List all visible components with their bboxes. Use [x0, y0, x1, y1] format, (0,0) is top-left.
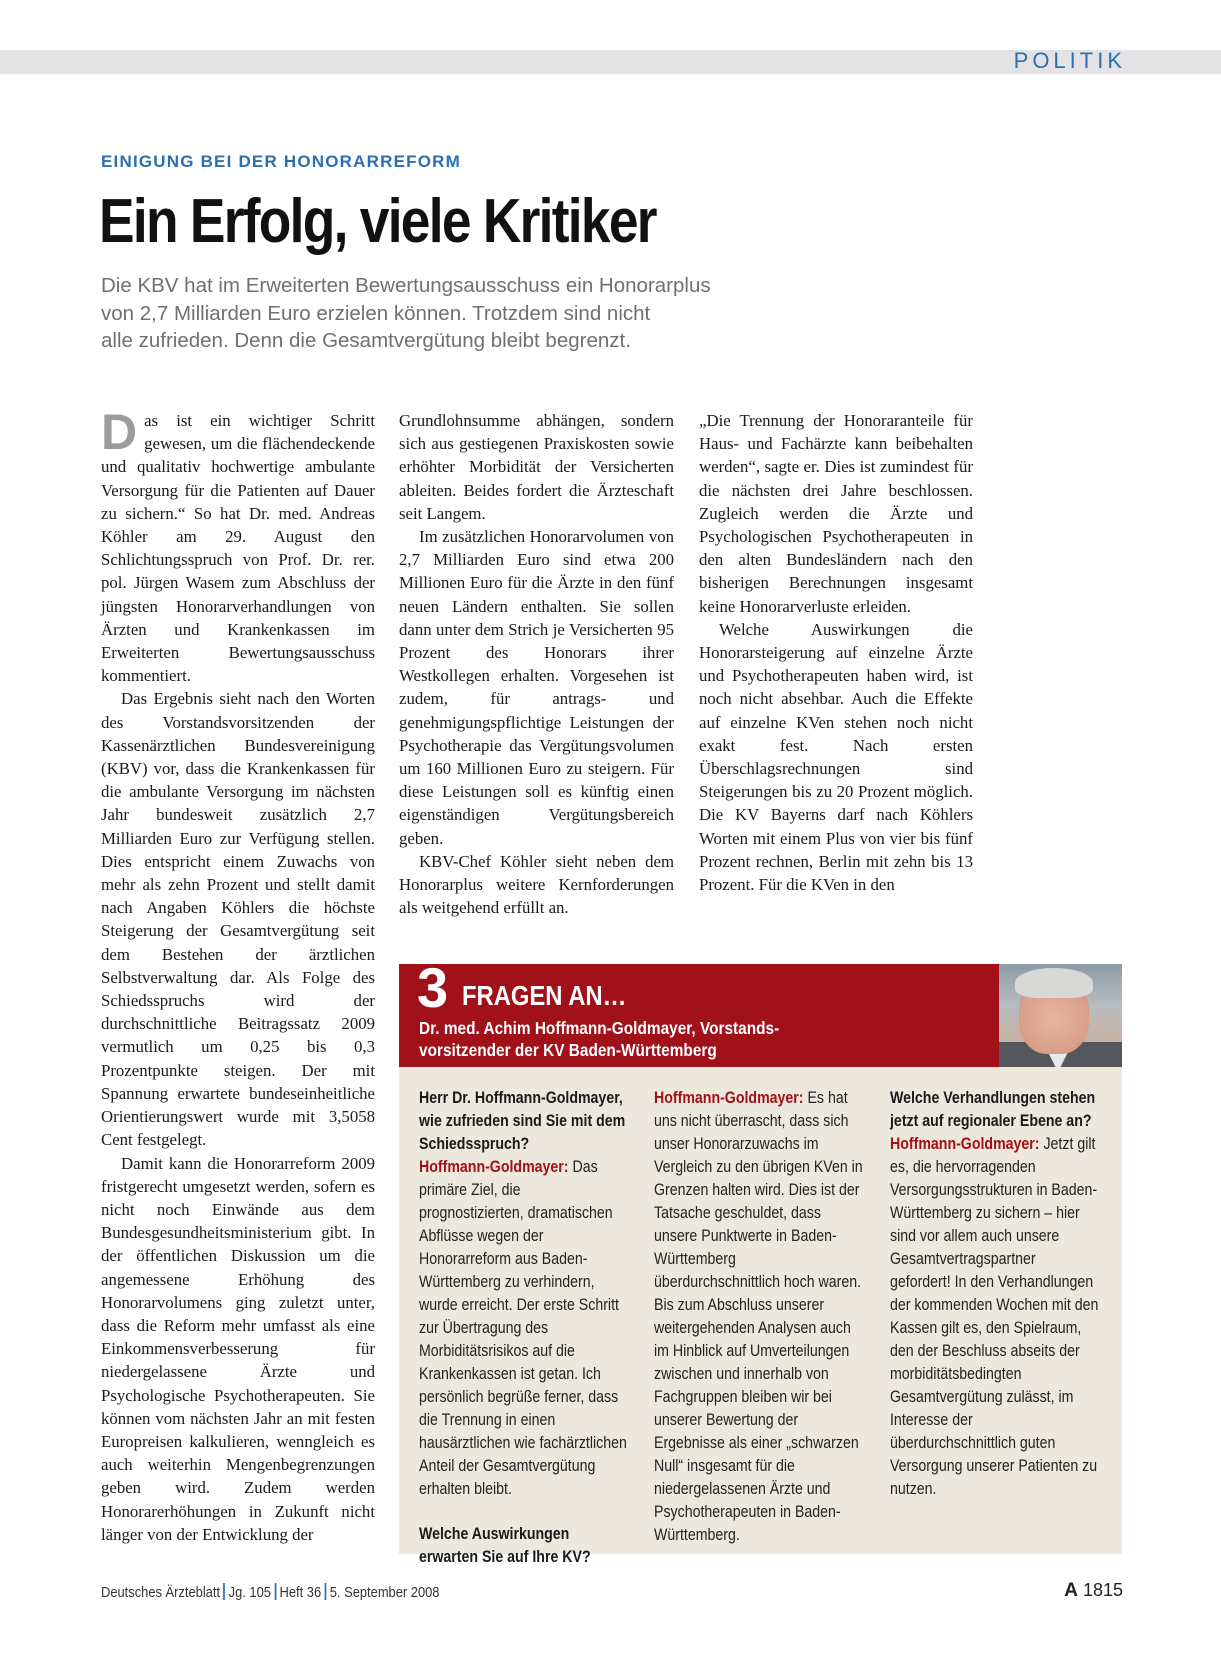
page-number-value: 1815 — [1082, 1580, 1123, 1600]
interview-answer — [654, 1087, 863, 1547]
subtitle-line: Dr. med. Achim Hoffmann-Goldmayer, Vorstands- — [419, 1018, 780, 1038]
interview-number: 3 — [417, 956, 449, 1019]
teaser-line: alle zufrieden. Denn die Gesamtvergütung bleibt begrenzt. — [101, 329, 631, 352]
interview-question: Herr Dr. Hoffmann-Goldmayer, wie zufrieden sind Sie mit dem Schiedsspruch? — [419, 1089, 626, 1153]
issue: Heft 36 — [279, 1584, 322, 1601]
paragraph-text: as ist ein wichtiger Schritt gewesen, um die flächendeckende und qualitativ hochwertige ambulante Versorgung für die Patienten auf Dauer zu sichern.“ So hat Dr. med. Andreas Köhler am 29. August den Schlichtungsspruch von Prof. Dr. rer. pol. Jürgen Wasem zum Abschluss der jüngsten Honorarverhandlungen von Ärzten und Krankenkassen im Erweiterten Bewertungsausschuss kommentiert. — [101, 411, 375, 686]
publication-name: Deutsches Ärzteblatt — [101, 1584, 221, 1601]
interview-column-2 — [654, 1087, 863, 1547]
interview-column-1 — [419, 1087, 628, 1569]
teaser-line: von 2,7 Milliarden Euro erzielen können. Trotzdem sind nicht — [101, 301, 651, 325]
interview-question: Welche Verhandlungen stehen jetzt auf regionaler Ebene an? — [890, 1089, 1096, 1130]
page-number — [1064, 1580, 1123, 1602]
volume: Jg. 105 — [228, 1584, 271, 1601]
interview-column-3 — [890, 1087, 1099, 1501]
article-paragraph: „Die Trennung der Honoraranteile für Haus- und Fachärzte kann beibehalten werden“, sagte er. Dies ist zumindest für die nächsten drei Jahre beschlossen. Zugleich werden die Ärzte und Psychologischen Psychotherapeuten in den alten Bundesländern nach den bisherigen Berechnungen insgesamt keine Honorarverluste erleiden. — [699, 411, 973, 616]
article-paragraph: KBV-Chef Köhler sieht neben dem Honorarplus weitere Kernforderungen als weitgehend erfüllt an. — [399, 851, 674, 918]
article-paragraph: Das Ergebnis sieht nach den Worten des Vorstandsvorsitzenden der Kassenärztlichen Bundesvereinigung (KBV) vor, dass die Krankenkassen für die ambulante Versorgung im nächsten Jahr bundesweit zusätzlich 2,7 Milliarden Euro zur Verfügung stellen. Dies entspricht einem Zuwachs von mehr als zehn Prozent und stellt damit nach Angaben Köhlers die höchste Steigerung der Gesamtvergütung seit dem Bestehen der ärztlichen Selbstverwaltung dar. Als Folge des Schiedsspruchs wird der durchschnittliche Beitragssatz 2009 vermutlich um 0,25 bis 0,3 Prozentpunkte steigen. Der mit Spannung erwartete bundeseinheitliche Orientierungswert wurde mit 3,5058 Cent festgelegt. — [101, 689, 375, 1150]
teaser-line: Die KBV hat im Erweiterten Bewertungsausschuss ein Honorarplus — [101, 274, 711, 297]
interview-title: FRAGEN AN… — [462, 980, 627, 1011]
speaker-name: Hoffmann-Goldmayer: — [654, 1089, 804, 1107]
issue-date: 5. September 2008 — [329, 1584, 440, 1601]
article-teaser — [101, 272, 821, 355]
page-prefix: A — [1064, 1580, 1078, 1601]
article-kicker: EINIGUNG BEI DER HONORARREFORM — [101, 152, 461, 171]
subtitle-line: vorsitzender der KV Baden-Württemberg — [419, 1040, 717, 1060]
interview-question: Welche Auswirkungen erwarten Sie auf Ihre KV? — [419, 1525, 591, 1566]
speaker-name: Hoffmann-Goldmayer: — [890, 1135, 1040, 1153]
answer-text: Es hat uns nicht überrascht, dass sich unser Honorarzuwachs im Vergleich zu den übrigen KVen in Grenzen halten wird. Dies ist der Tatsache geschuldet, dass unsere Punktwerte in Baden-Württemberg überdurchschnittlich hoch waren. Bis zum Abschluss unserer weitergehenden Analysen auch im Hinblick auf Umverteilungen zwischen und innerhalb von Fachgruppen bleiben wir bei unserer Bewertung der Ergebnisse als einer „schwarzen Null“ insgesamt für die niedergelassenen Ärzte und Psychotherapeuten in Baden-Württemberg. — [654, 1089, 863, 1544]
answer-text: Das primäre Ziel, die prognostizierten, dramatischen Abflüsse wegen der Honorarreform aus Baden-Württemberg zu verhindern, wurde erreicht. Der erste Schritt zur Übertragung des Morbiditätsrisikos auf die Krankenkassen ist getan. Ich persönlich begrüße ferner, dass die Trennung in einen hausärztlichen wie fachärztlichen Anteil der Gesamtvergütung erhalten bleibt. — [419, 1158, 627, 1498]
speaker-name: Hoffmann-Goldmayer: — [419, 1158, 569, 1176]
article-column-2 — [399, 409, 674, 919]
article-paragraph — [101, 404, 375, 687]
interview-answer — [419, 1156, 628, 1501]
article-headline: Ein Erfolg, viele Kritiker — [99, 187, 656, 256]
drop-cap: D — [101, 404, 138, 460]
article-column-3 — [699, 409, 973, 896]
article-paragraph: Im zusätzlichen Honorarvolumen von 2,7 Milliarden Euro sind etwa 200 Millionen Euro für die Ärzte in den fünf neuen Ländern enthalten. Sie sollen dann unter dem Strich je Versicherten 95 Prozent des Honorars ihrer Westkollegen erhalten. Vorgesehen ist zudem, für antrags- und genehmigungspflichtige Leistungen der Psychotherapie das Vergütungsvolumen um 160 Millionen Euro zu steigern. Für diese Leistungen soll es künftig einen eigenständigen Vergütungsbereich geben. — [399, 527, 674, 848]
article-paragraph: Welche Auswirkungen die Honorarsteigerung auf einzelne Ärzte und Psychotherapeuten haben wird, ist noch nicht absehbar. Auch die Effekte auf einzelne KVen stehen noch nicht exakt fest. Nach ersten Überschlagsrechnungen sind Steigerungen bis zu 20 Prozent möglich. Die KV Bayerns darf nach Köhlers Worten mit einem Plus von vier bis fünf Prozent rechnen, Berlin mit zehn bis 13 Prozent. Für die KVen in den — [699, 619, 973, 895]
page-footer — [101, 1583, 439, 1601]
article-column-1 — [101, 404, 375, 1546]
article-paragraph: Damit kann die Honorarreform 2009 fristgerecht umgesetzt werden, sofern es nicht noch Einwände aus dem Bundesgesundheitsministerium gibt. In der öffentlichen Diskussion um die angemessene Erhöhung des Honorarvolumens ging zuletzt unter, dass die Reform mehr umfasst als eine Einkommensverbesserung für niedergelassene Ärzte und Psychologische Psychotherapeuten. Sie können vom nächsten Jahr an mit festen Europreisen kalkulieren, wenngleich es auch weiterhin Mengenbegrenzungen geben wird. Zudem werden Honorarerhöhungen in Zukunft nicht länger von der Entwicklung der — [101, 1153, 375, 1544]
answer-text: Jetzt gilt es, die hervorragenden Versorgungsstrukturen in Baden-Württemberg zu sichern – hier sind vor allem auch unsere Gesamtvertragspartner gefordert! In den Verhandlungen der kommenden Wochen mit den Kassen gilt es, den Spielraum, den der Beschluss abseits der morbiditätsbedingten Gesamtvergütung zulässt, im Interesse der überdurchschnittlich guten Versorgung unserer Patienten zu nutzen. — [890, 1135, 1099, 1498]
section-label: POLITIK — [1013, 48, 1126, 73]
article-paragraph: Grundlohnsumme abhängen, sondern sich aus gestiegenen Praxiskosten sowie erhöhter Morbidität der Versicherten ableiten. Beides fordert die Ärzteschaft seit Langem. — [399, 411, 674, 523]
interview-box-header — [399, 956, 999, 1067]
interview-subtitle — [419, 1017, 779, 1061]
interview-box-body — [399, 1067, 1122, 1566]
interview-answer — [890, 1133, 1099, 1501]
interviewee-portrait — [999, 964, 1122, 1067]
